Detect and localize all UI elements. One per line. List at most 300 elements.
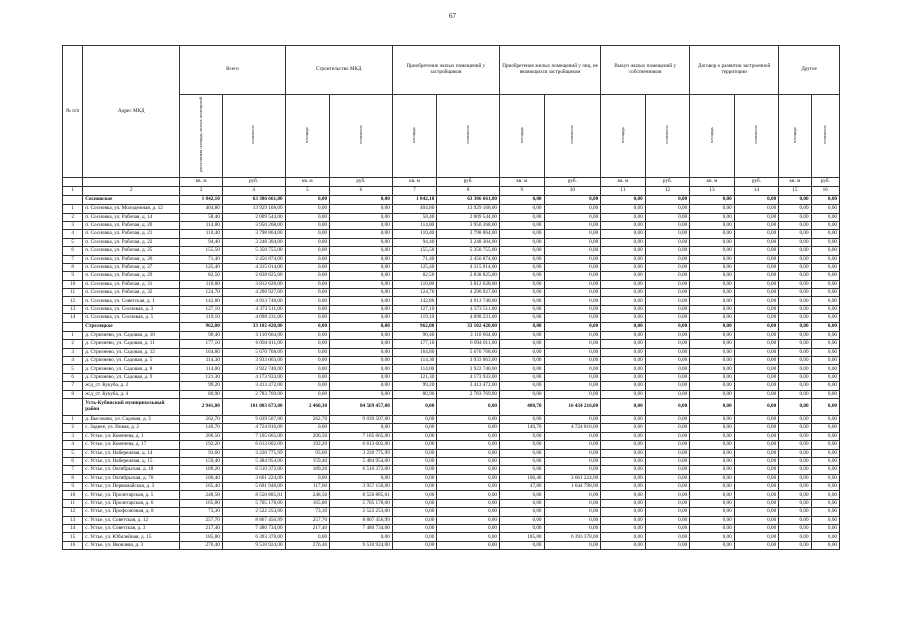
value-cell: 0,00 [690,424,735,432]
value-cell: 0,00 [690,340,735,348]
value-cell: 127,10 [180,305,222,313]
value-cell: 0,00 [779,255,811,263]
address-cell: с. Заднее, ул. Новая, д. 2 [83,424,180,432]
value-cell: 0,00 [285,289,330,297]
value-cell: 0,00 [645,340,690,348]
value-cell: 0,00 [734,474,779,482]
value-cell: 0,00 [544,213,601,221]
value-cell: 0,00 [330,382,393,390]
value-cell: 189,20 [285,466,330,474]
value-cell: 0,00 [734,365,779,373]
value-cell: 0,00 [500,499,545,507]
value-cell: 82,50 [180,272,222,280]
value-cell: 0,00 [544,221,601,229]
subheader-area: площадь [285,95,330,178]
value-cell: 0,00 [601,263,646,271]
value-cell: 0,00 [779,331,811,339]
value-cell: 0,00 [734,398,779,415]
subheader-cost: стоимость [544,95,601,178]
value-cell: 0,00 [811,373,839,381]
value-cell: 3 110 664,00 [222,331,285,339]
value-cell: 0,00 [544,382,601,390]
value-cell: 0,00 [330,357,393,365]
column-number: 9 [500,187,545,196]
address-cell: с. Устье, ул. Комечева, д. 1 [83,432,180,440]
value-cell: 0,00 [811,516,839,524]
column-number: 2 [83,187,180,196]
value-cell: 0,00 [544,314,601,322]
value-cell: 0,00 [437,499,500,507]
value-cell: 0,00 [811,382,839,390]
value-cell: 3 950 268,00 [222,221,285,229]
unit-cell: руб. [330,178,393,187]
value-cell: 0,00 [779,373,811,381]
value-cell: 0,00 [285,322,330,331]
value-cell: 0,00 [811,483,839,491]
row-number [63,196,83,205]
row-number: 7 [63,466,83,474]
value-cell: 0,00 [330,390,393,398]
value-cell: 0,00 [645,457,690,465]
value-cell: 125,40 [392,263,437,271]
value-cell: 0,00 [544,415,601,423]
row-number: 6 [63,457,83,465]
value-cell: 0,00 [779,230,811,238]
value-cell: 0,00 [779,382,811,390]
value-cell: 0,00 [330,213,393,221]
value-cell: 0,00 [690,297,735,305]
value-cell: 0,00 [734,272,779,280]
value-cell: 248,50 [180,491,222,499]
column-number: 4 [222,187,285,196]
value-cell: 0,00 [437,525,500,533]
value-cell: 0,00 [601,533,646,541]
value-cell: 0,00 [734,331,779,339]
row-number: 2 [63,340,83,348]
value-cell: 0,00 [601,348,646,356]
value-cell: 159,40 [285,457,330,465]
row-number: 7 [63,382,83,390]
value-cell: 0,00 [811,365,839,373]
value-cell: 2 522 253,00 [222,508,285,516]
row-number: 8 [63,390,83,398]
address-cell: д. Стризнево, ул. Садовая, д. 11 [83,340,180,348]
value-cell: 0,00 [330,221,393,229]
value-cell: 0,00 [544,297,601,305]
units-row [63,178,840,187]
value-cell: 82,50 [392,272,437,280]
value-cell: 0,00 [645,499,690,507]
value-cell: 0,00 [734,340,779,348]
value-cell: 0,00 [734,516,779,524]
value-cell: 0,00 [544,205,601,213]
value-cell: 164,80 [180,348,222,356]
subheader-cost: стоимость [437,95,500,178]
value-cell: 0,00 [544,238,601,246]
row-number: 6 [63,373,83,381]
value-cell: 0,00 [779,390,811,398]
value-cell: 58,40 [392,213,437,221]
column-number: 14 [734,187,779,196]
value-cell: 0,00 [330,272,393,280]
group-header-redemption: Выкуп жилых помещений у собственников [601,46,690,95]
value-cell: 0,00 [601,322,646,331]
value-cell: 0,00 [811,432,839,440]
address-cell: д. Стризнево, ул. Садовая, д. 12 [83,348,180,356]
value-cell: 73,30 [180,508,222,516]
value-cell: 0,00 [392,432,437,440]
unit-cell [83,178,180,187]
row-number: 4 [63,230,83,238]
value-cell: 6 510 372,00 [222,466,285,474]
value-cell: 0,00 [392,491,437,499]
table-row [63,525,840,533]
value-cell: 4 373 511,00 [437,305,500,313]
value-cell: 110,40 [180,230,222,238]
value-cell: 0,00 [779,516,811,524]
value-cell: 142,80 [180,297,222,305]
value-cell: 404,80 [392,205,437,213]
value-cell: 0,00 [544,441,601,449]
value-cell: 0,00 [779,221,811,229]
unit-cell: кв. м [392,178,437,187]
value-cell: 480,70 [500,398,545,415]
value-cell: 0,00 [734,491,779,499]
value-cell: 0,00 [601,390,646,398]
value-cell: 0,00 [779,457,811,465]
table-row [63,340,840,348]
value-cell: 93,60 [180,449,222,457]
table-row [63,474,840,482]
value-cell: 0,00 [330,196,393,205]
row-number: 2 [63,424,83,432]
value-cell: 0,00 [690,272,735,280]
address-cell: п. Сосновка, ул. Рабочая, д. 27 [83,263,180,271]
value-cell: 0,00 [500,415,545,423]
value-cell: 0,00 [690,289,735,297]
value-cell: 0,00 [544,508,601,516]
value-cell: 159,40 [180,457,222,465]
value-cell: 140,70 [180,424,222,432]
value-cell: 84 569 457,00 [330,398,393,415]
value-cell: 0,00 [779,263,811,271]
table-row [63,348,840,356]
value-cell: 0,00 [285,348,330,356]
value-cell: 0,00 [779,289,811,297]
value-cell: 0,00 [779,474,811,482]
group-header-total: Всего [180,46,285,95]
value-cell: 142,80 [392,297,437,305]
row-number: 8 [63,474,83,482]
value-cell: 185,80 [500,533,545,541]
value-cell: 962,00 [392,322,437,331]
value-cell: 0,00 [734,238,779,246]
value-cell: 9 510 924,00 [330,541,393,549]
value-cell: 6 613 602,00 [222,441,285,449]
table-row [63,541,840,549]
value-cell: 2 456 874,00 [222,255,285,263]
value-cell: 0,00 [330,331,393,339]
table-row [63,441,840,449]
value-cell: 0,00 [645,331,690,339]
value-cell: 0,00 [734,390,779,398]
value-cell: 4 290 927,00 [437,289,500,297]
section-name: Стрелецкое [83,322,180,331]
row-number: 12 [63,508,83,516]
value-cell: 404,80 [180,205,222,213]
value-cell: 6 393 378,00 [544,533,601,541]
value-cell: 63 386 661,00 [222,196,285,205]
value-cell: 13 929 168,00 [222,205,285,213]
value-cell: 0,00 [734,357,779,365]
value-cell: 5 705 178,00 [222,499,285,507]
section-name: Сосновское [83,196,180,205]
value-cell: 0,00 [392,499,437,507]
value-cell: 0,00 [437,491,500,499]
value-cell: 0,00 [500,508,545,516]
unit-cell: кв. м [500,178,545,187]
value-cell: 5 670 768,00 [222,348,285,356]
value-cell: 0,00 [734,263,779,271]
value-cell: 165,80 [285,499,330,507]
value-cell: 0,00 [437,533,500,541]
value-cell: 248,50 [285,491,330,499]
value-cell: 0,00 [601,441,646,449]
value-cell: 0,00 [500,263,545,271]
value-cell: 0,00 [811,289,839,297]
value-cell: 0,00 [779,499,811,507]
value-cell: 0,00 [811,424,839,432]
value-cell: 8 867 456,99 [222,516,285,524]
value-cell: 0,00 [330,348,393,356]
value-cell: 0,00 [437,441,500,449]
address-cell: с. Устье, ул. Октябрьская, д. 76 [83,474,180,482]
unit-cell: руб. [645,178,690,187]
table-row [63,289,840,297]
address-cell: п. Сосновка, ул. Рабочая, д. 25 [83,247,180,255]
value-cell: 0,00 [811,213,839,221]
row-number: 11 [63,499,83,507]
value-cell: 99,20 [180,382,222,390]
value-cell: 6 094 011,00 [222,340,285,348]
value-cell: 0,00 [330,424,393,432]
value-cell: 0,00 [645,483,690,491]
value-cell: 0,00 [392,449,437,457]
value-cell: 0,00 [690,432,735,440]
value-cell: 0,00 [437,449,500,457]
value-cell: 7 105 665,00 [330,432,393,440]
section-name: Усть-Кубинский муниципальный район [83,398,180,415]
value-cell: 0,00 [601,449,646,457]
value-cell: 0,00 [285,533,330,541]
value-cell: 0,00 [734,533,779,541]
value-cell: 0,00 [811,314,839,322]
value-cell: 0,00 [690,263,735,271]
col-number-header: № п/п [63,46,83,178]
row-number: 8 [63,263,83,271]
value-cell: 4 315 014,00 [222,263,285,271]
subheader-area: площадь [500,95,545,178]
group-header-nondeveloper-purchase: Приобретение жилых помещений у лиц, не являющихся застройщиком [500,46,601,95]
value-cell: 114,30 [392,357,437,365]
value-cell: 0,00 [734,289,779,297]
value-cell: 4 373 511,00 [222,305,285,313]
value-cell: 0,00 [779,415,811,423]
value-cell: 4 913 748,00 [437,297,500,305]
value-cell: 0,00 [601,474,646,482]
value-cell: 0,00 [734,508,779,516]
value-cell: 0,00 [645,516,690,524]
value-cell: 33 102 420,00 [222,322,285,331]
value-cell: 0,00 [645,305,690,313]
value-cell: 0,00 [734,280,779,288]
value-cell: 0,00 [601,432,646,440]
value-cell: 110,80 [180,280,222,288]
value-cell: 0,00 [779,441,811,449]
value-cell: 0,00 [779,322,811,331]
value-cell: 0,00 [690,516,735,524]
value-cell: 0,00 [645,348,690,356]
value-cell: 0,00 [544,340,601,348]
value-cell: 0,00 [811,322,839,331]
row-number: 6 [63,247,83,255]
value-cell: 94,40 [392,238,437,246]
unit-cell: кв. м [779,178,811,187]
value-cell: 3 661 224,00 [222,474,285,482]
value-cell: 192,20 [180,441,222,449]
row-number: 2 [63,213,83,221]
row-number: 9 [63,483,83,491]
value-cell: 0,00 [392,508,437,516]
value-cell: 0,00 [811,398,839,415]
value-cell: 155,50 [180,247,222,255]
value-cell: 33 102 420,00 [437,322,500,331]
value-cell: 0,00 [601,365,646,373]
row-number: 16 [63,541,83,549]
address-cell: с. Устье, ул. Набережная, д. 14 [83,449,180,457]
value-cell: 8 550 885,01 [330,491,393,499]
value-cell: 0,00 [500,196,545,205]
group-header-developer-purchase: Приобретение жилых помещений у застройщиков [392,46,499,95]
value-cell: 0,00 [811,415,839,423]
value-cell: 0,00 [330,263,393,271]
value-cell: 0,00 [544,466,601,474]
value-cell: 0,00 [285,221,330,229]
table-row [63,357,840,365]
value-cell: 9 510 924,00 [222,541,285,549]
value-cell: 4 098 231,00 [222,314,285,322]
address-cell: п. Сосновка, ул. Рабочая, д. 32 [83,289,180,297]
value-cell: 0,00 [330,340,393,348]
table-row [63,483,840,491]
row-number: 13 [63,305,83,313]
value-cell: 0,00 [544,230,601,238]
value-cell: 3 922 740,00 [222,365,285,373]
address-cell: д. Стризнево, ул. Садовая, д. 10 [83,331,180,339]
value-cell: 0,00 [601,457,646,465]
value-cell: 217,40 [285,525,330,533]
value-cell: 3 812 628,00 [222,280,285,288]
value-cell: 93,60 [285,449,330,457]
value-cell: 0,00 [734,432,779,440]
value-cell: 0,00 [734,297,779,305]
value-cell: 3 661 224,00 [544,474,601,482]
subheader-area: площадь [392,95,437,178]
value-cell: 0,00 [734,373,779,381]
address-cell: с. Устье, ул. Профсоюзная, д. 8 [83,508,180,516]
value-cell: 0,00 [330,533,393,541]
value-cell: 262,70 [285,415,330,423]
value-cell: 3 798 864,00 [222,230,285,238]
value-cell: 0,00 [779,491,811,499]
address-cell: д. Стризнево, ул. Садовая, д. 9 [83,373,180,381]
value-cell: 0,00 [779,205,811,213]
value-cell: 0,00 [601,357,646,365]
value-cell: 0,00 [690,457,735,465]
value-cell: 3 922 740,00 [437,365,500,373]
value-cell: 0,00 [779,280,811,288]
value-cell: 0,00 [330,373,393,381]
value-cell: 0,00 [779,533,811,541]
value-cell: 2 838 825,00 [437,272,500,280]
value-cell: 3 933 063,00 [222,357,285,365]
resettlement-table [62,45,840,550]
value-cell: 0,00 [690,331,735,339]
unit-cell: руб. [544,178,601,187]
value-cell: 0,00 [544,390,601,398]
value-cell: 114,80 [180,221,222,229]
value-cell: 110,40 [392,230,437,238]
value-cell: 3 110 664,00 [437,331,500,339]
value-cell: 0,00 [500,280,545,288]
value-cell: 0,00 [500,297,545,305]
value-cell: 0,00 [811,230,839,238]
table-row [63,491,840,499]
address-cell: ж/д_ст. Кукуба, д. 2 [83,382,180,390]
value-cell: 0,00 [500,272,545,280]
value-cell: 0,00 [437,398,500,415]
value-cell: 0,00 [734,305,779,313]
row-number: 14 [63,525,83,533]
value-cell: 0,00 [330,205,393,213]
value-cell: 0,00 [392,457,437,465]
table-row [63,255,840,263]
value-cell: 5 670 768,00 [437,348,500,356]
value-cell: 0,00 [645,508,690,516]
row-number: 5 [63,238,83,246]
header-group-row [63,46,840,95]
address-cell: д. Высоково, ул. Садовая, д. 3 [83,415,180,423]
value-cell: 0,00 [392,415,437,423]
value-cell: 0,00 [285,382,330,390]
value-cell: 0,00 [285,474,330,482]
value-cell: 0,00 [544,499,601,507]
value-cell: 0,00 [285,305,330,313]
value-cell: 0,00 [734,322,779,331]
value-cell: 0,00 [437,432,500,440]
value-cell: 0,00 [392,516,437,524]
value-cell: 0,00 [500,289,545,297]
address-cell: п. Сосновка, ул. Рабочая, д. 31 [83,280,180,288]
value-cell: 2 783 769,00 [437,390,500,398]
value-cell: 189,20 [180,466,222,474]
value-cell: 206,50 [285,432,330,440]
row-number: 11 [63,289,83,297]
value-cell: 13 929 168,00 [437,205,500,213]
column-number: 12 [645,187,690,196]
value-cell: 0,00 [690,247,735,255]
value-cell: 0,00 [779,297,811,305]
